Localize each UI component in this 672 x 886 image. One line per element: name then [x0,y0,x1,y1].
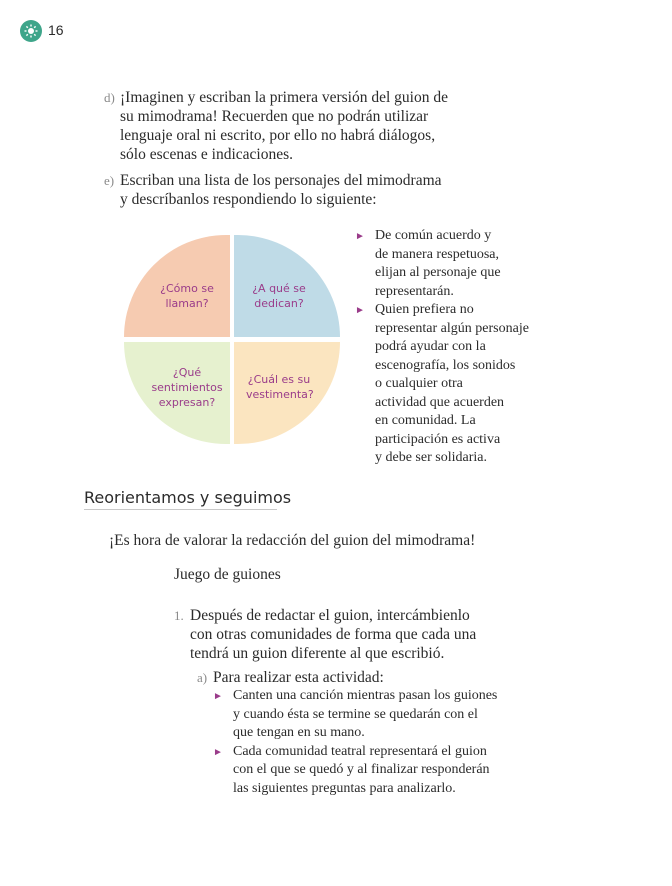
section-subtitle: Juego de guiones [174,566,281,583]
list-marker: d) [104,90,115,105]
text-line: tendrá un guion diferente al que escribió. [190,645,445,662]
text-line: Quien prefiera no [375,302,474,317]
text-line: representarán. [375,283,454,299]
text-line: con el que se quedó y al finalizar responderán [233,762,490,777]
text-line: lenguaje oral ni escrito, por ello no habrá diálogos, [120,127,436,144]
text-line: que tengan en su mano. [233,725,365,740]
text-line: podrá ayudar con la [375,339,486,354]
pie-quadrant-label: ¿Qué sentimientos expresan? [151,365,223,409]
text-line: su mimodrama! Recuerden que no podrán utilizar [120,108,429,125]
text-line: Escriban una lista de los personajes del mimodrama [120,172,442,189]
text-line: escenografía, los sonidos [375,357,516,373]
text-line: actividad que acuerden [375,394,505,410]
text-line: y descríbanlos respondiendo lo siguiente: [120,191,377,208]
text-line: y cuando ésta se termine se quedarán con el [233,706,478,722]
text-line: participación es activa [375,431,501,447]
side-bullet [355,227,545,301]
question-pie [124,235,340,444]
pie-quadrant-clothing [234,342,340,444]
activity-bullet [213,743,513,799]
text-line: con otras comunidades de forma que cada una [190,626,477,643]
text-line: en comunidad. La [375,413,476,428]
activity-bullet [213,687,513,743]
section-intro: ¡Es hora de valorar la redacción del guion del mimodrama! [109,532,476,549]
pie-quadrant-feelings [124,342,230,444]
pie-quadrant-names [124,235,230,337]
pie-quadrant-label: ¿A qué se dedican? [252,282,306,310]
side-bullet [355,301,545,468]
text-line: representar algún personaje [375,320,529,336]
list-marker: e) [104,173,115,188]
text-line: De común acuerdo y [375,228,492,243]
list-item-e [104,171,464,209]
section-title: Reorientamos y seguimos [84,488,292,507]
activity-bullet-list [213,687,513,798]
text-line: Después de redactar el guion, intercámbienlo [190,607,470,624]
text-line: las siguientes preguntas para analizarlo. [233,780,456,796]
pie-quadrant-label: ¿Cuál es su vestimenta? [246,373,314,401]
list-marker: 1. [174,608,184,623]
list-item-1 [174,606,494,663]
side-bullet-list [355,227,545,468]
text-line: o cualquier otra [375,376,463,391]
text-line: de manera respetuosa, [375,246,499,262]
triangle-bullet-icon: ► [355,305,365,316]
text-line: ¡Imaginen y escriban la primera versión del guion de [120,89,448,106]
section-divider [84,509,277,510]
text-line: Para realizar esta actividad: [213,669,384,686]
pie-quadrant-occupation [234,235,340,337]
triangle-bullet-icon: ► [355,231,365,242]
text-line: y debe ser solidaria. [375,450,487,465]
list-marker: a) [197,670,208,685]
triangle-bullet-icon: ► [213,746,223,758]
text-line: elijan al personaje que [375,265,501,280]
list-item-a [197,668,517,687]
triangle-bullet-icon: ► [213,691,223,702]
text-line: Canten una canción mientras pasan los guiones [233,688,498,703]
page-number: 16 [48,22,64,38]
pie-quadrant-label: ¿Cómo se llaman? [160,282,214,310]
text-line: sólo escenas e indicaciones. [120,146,294,163]
sun-icon [24,24,38,38]
text-line: Cada comunidad teatral representará el guion [233,743,487,759]
page-number-icon [20,20,42,42]
list-item-d [104,88,464,164]
